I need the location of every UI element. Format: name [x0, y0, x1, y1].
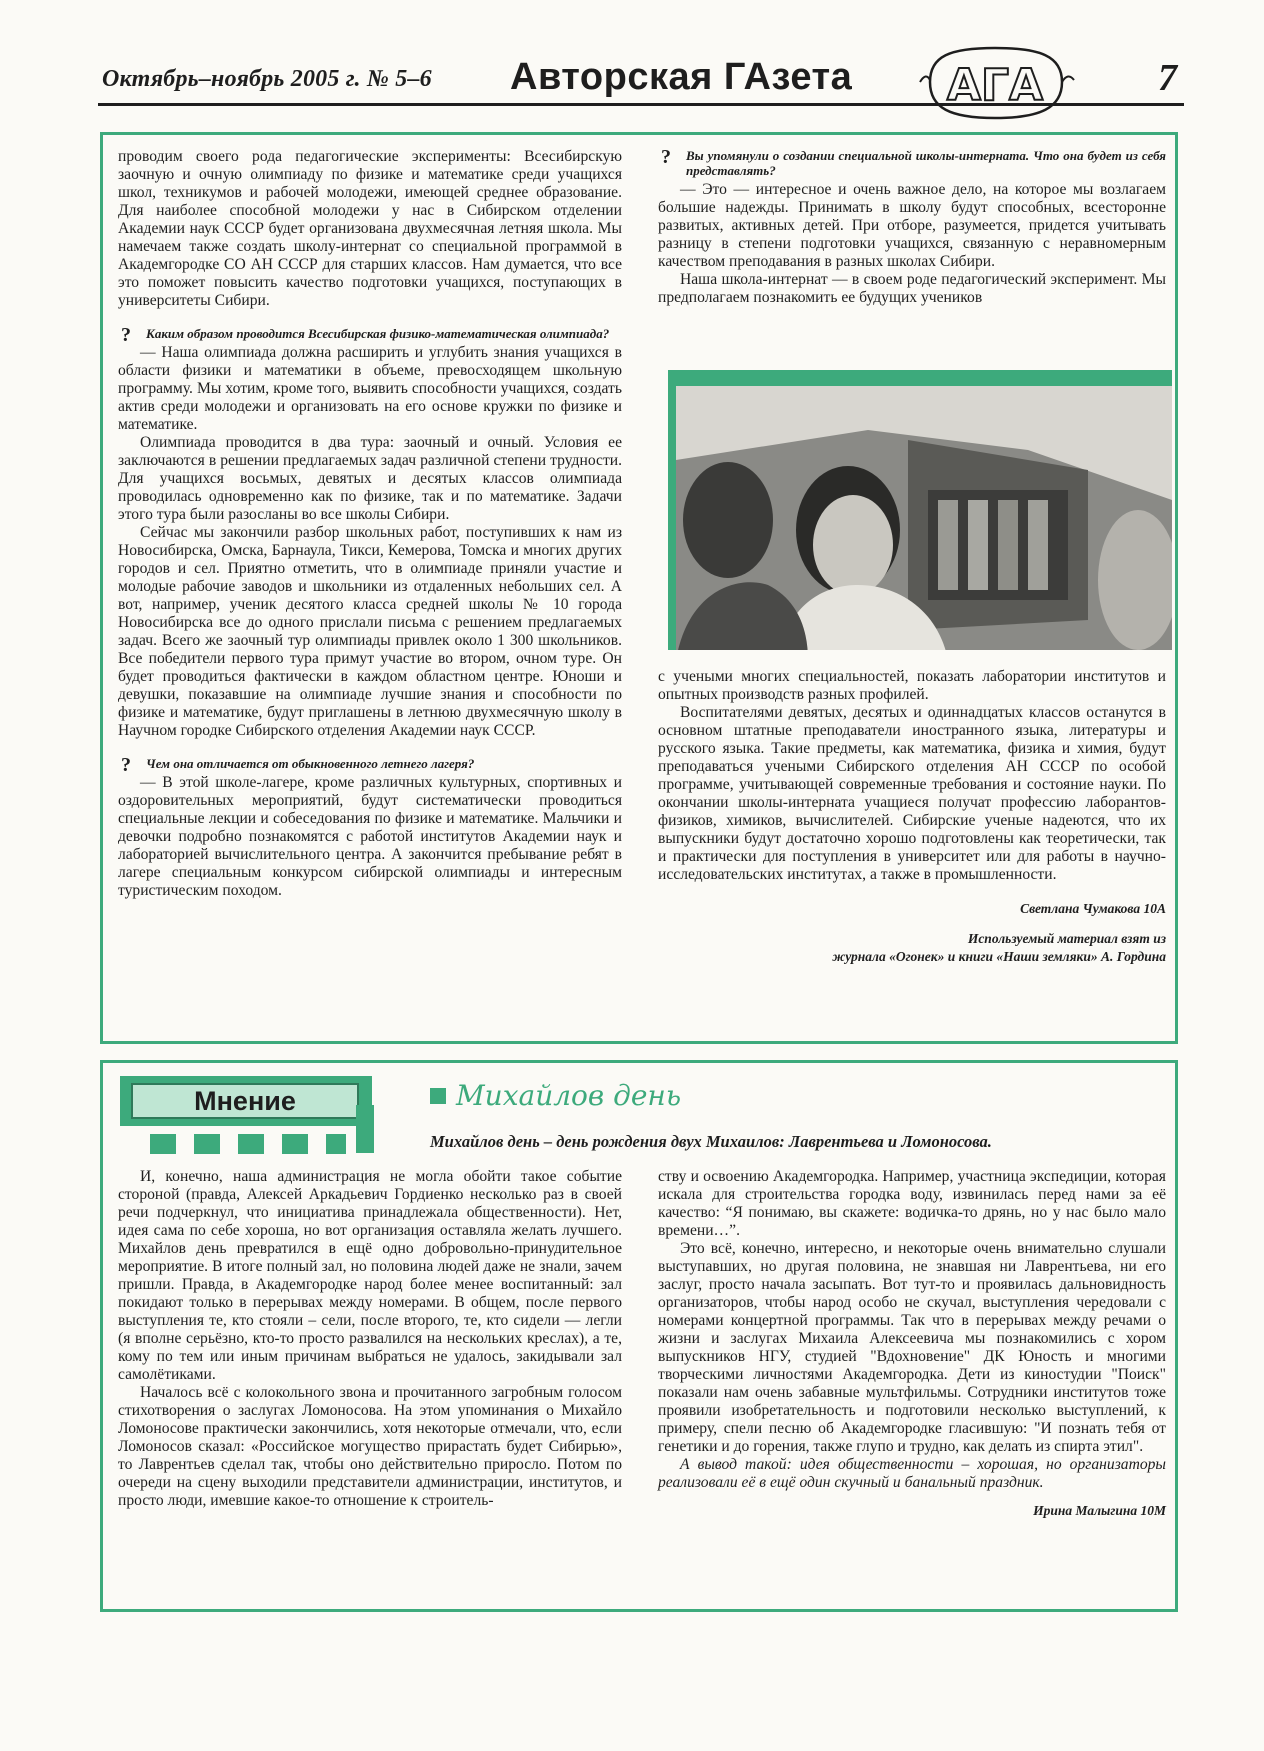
title-bullet-icon	[430, 1088, 446, 1104]
question-3	[658, 148, 1166, 178]
opinion-column-left	[118, 1168, 622, 1510]
page-number: 7	[1158, 57, 1177, 99]
article-column-right-bottom	[658, 668, 1166, 966]
question-3-text: Вы упомянули о создании специальной школы-интерната. Что она будет из себя представлять?	[686, 148, 1166, 178]
answer-2-paragraph: — В этой школе-лагере, кроме различных культурных, спортивных и оздоровительных мероприятий, будут систематически проводиться специальные лекции и собеседования по физике и математике. Мальчики и девочки подробно познакомятся с работой институтов Академии наук и лабораторией вычислительного центра. А закончится пребывание ребят в лагере специальным конкурсом сибирской олимпиады и интересным туристическим походом.	[118, 774, 622, 899]
answer-3-paragraph: Воспитателями девятых, десятых и одиннадцатых классов останутся в основном штатные преподаватели иностранного языка, литературы и русского языка. Такие предметы, как математика, физика и химия, будут преподаваться учеными Сибирского отделения АН СССР по особой программе, учитывающей современные требования и состояние науки. По окончании школы-интерната учащиеся получат профессию лаборантов-физиков, химиков, вычислителей. Сибирские ученые надеются, что их выпускники будут достаточно хорошо подготовлены как теоретически, так и практически для поступления в университет или для работы в научно-исследовательских институтах, а также в промышленности.	[658, 704, 1166, 883]
badge-decoration-square	[326, 1134, 346, 1154]
question-mark-icon: ?	[661, 146, 671, 168]
answer-1-paragraph: — Наша олимпиада должна расширить и углубить знания учащихся в области физики и математики в объеме, превосходящем школьную программу. Мы хотим, кроме того, выявить способности учащихся, создать актив среди молодежи и организовать на его основе кружки по физике и математике.	[118, 344, 622, 433]
opinion-paragraph: И, конечно, наша администрация не могла обойти такое событие стороной (правда, Алексей Аркадьевич Гордиенко несколько раз в своей речи подчеркнул, что инициатива принадлежала общественности). Нет, идея сама по себе хороша, но вот организация оставляла желать лучшего. Михайлов день превратился в ещё одно добровольно-принудительное мероприятие. В итоге полный зал, но половина людей даже не знали, зачем пришли. Правда, в Академгородке народ более менее воспитанный: зал покидают только в перерывах между номерами. В общем, после первого выступления те, кто стояли – сели, после второго, те, кто сидели — легли (я вполне серьёзно, кто-то просто развалился на нескольких креслах), а те, кому по тем или иным причинам выбраться не удалось, закидывали зал самолётиками.	[118, 1168, 622, 1383]
question-mark-icon: ?	[121, 754, 131, 776]
newspaper-logo	[912, 42, 1078, 124]
issue-date: Октябрь–ноябрь 2005 г. № 5–6	[102, 66, 432, 92]
question-1-text: Каким образом проводится Всесибирская физико-математическая олимпиада?	[146, 326, 610, 341]
badge-decoration-bar	[356, 1105, 374, 1153]
archive-photo	[668, 370, 1172, 660]
opinion-subtitle: Михайлов день – день рождения двух Михаилов: Лаврентьева и Ломоносова.	[430, 1132, 992, 1151]
article-column-left	[118, 148, 622, 900]
badge-decoration-square	[194, 1134, 220, 1154]
source-note-line-2: журнала «Огонек» и книги «Наши земляки» А. Гордина	[832, 949, 1166, 964]
question-mark-icon: ?	[121, 324, 131, 346]
opinion-paragraph: Это всё, конечно, интересно, и некоторые очень внимательно слушали выступавших, но другая половина, не знавшая ни Лаврентьева, ни его заслуг, просто начала засыпать. Вот тут-то и проявилась дальновидность организаторов, чтобы народ особо не скучал, выступления чередовали с номерами концертной программы. Так что в перерывах между речами о жизни и заслугах Михаила Алексеевича мы познакомились с хором выпускников НГУ, студией "Вдохновение" ДК Юность и многими творческими личностями Академгородка. Дети из киностудии "Поиск" показали нам очень забавные мультфильмы. Сотрудники институтов тоже проявили изобретательность и подготовили несколько выступлений, к примеру, спели песню об Академгородке гласившую: "И познать тебя от генетики и до горения, также глупо и трудно, как делать из спирта этил".	[658, 1240, 1166, 1455]
opinion-author: Ирина Малыгина 10М	[1033, 1503, 1166, 1518]
opinion-conclusion: А вывод такой: идея общественности – хорошая, но организаторы реализовали её в ещё один скучный и банальный праздник.	[658, 1456, 1166, 1491]
answer-3-paragraph: с учеными многих специальностей, показать лаборатории институтов и опытных производств разных профилей.	[658, 668, 1166, 703]
badge-decoration-square	[150, 1134, 176, 1154]
answer-3-paragraph: — Это — интересное и очень важное дело, на которое мы возлагаем большие надежды. Принимать в школу будут способных, всесторонне развитых, активных детей. При отборе, разумеется, придется учитывать разницу в степени подготовки учащихся, связанную с неравномерным качеством преподавания в разных школах Сибири.	[658, 181, 1166, 270]
answer-3-paragraph: Наша школа-интернат — в своем роде педагогический эксперимент. Мы предполагаем познакомить ее будущих учеников	[658, 271, 1166, 306]
badge-decoration-square	[238, 1134, 264, 1154]
answer-1-paragraph: Олимпиада проводится в два тура: заочный и очный. Условия ее заключаются в решении предлагаемых задач различной степени трудности. Для учащихся восьмых, девятых и десятых классов олимпиада проводилась одновременно как по физике, так и по математике. Задачи этого тура были разосланы во все школы Сибири.	[118, 434, 622, 523]
answer-1-paragraph: Сейчас мы закончили разбор школьных работ, поступивших к нам из Новосибирска, Омска, Барнаула, Тикси, Кемерова, Томска и многих других городов и сел. Приятно отметить, что в олимпиаде приняли участие и молодые рабочие заводов и школьники из отдаленных небольших сел. А вот, например, ученик десятого класса средней школы № 10 города Новосибирска все до одного прислали письма с решением предлагаемых задач. Всего же заочный тур олимпиады привлек около 1 300 школьников. Все победители первого тура примут участие во втором, очном туре. Он будет проводиться фактически в каждом областном центре. Юноши и девушки, показавшие на олимпиаде лучшие знания и способности по физике и математике, будут приглашены в летнюю двухмесячную школу в Научном городке Сибирского отделения Академии наук СССР.	[118, 524, 622, 739]
logo-text: АГА	[946, 60, 1044, 111]
source-note-line-1: Используемый материал взят из	[967, 931, 1166, 946]
section-badge: Мнение	[131, 1083, 359, 1119]
article-intro: проводим своего рода педагогические эксперименты: Всесибирскую заочную и очную олимпиаду по физике и математике среди учащихся школ, техникумов и рабочей молодежи, имеющей среднее образование. Для наиболее способной молодежи у нас в Сибирском отделении Академии наук СССР будет организована двухмесячная летняя школа. Мы намечаем также создать школу-интернат со специальной программой в Академгородке СО АН СССР для старших классов. Нам думается, что все это поможет повысить качество подготовки учащихся, поступающих в университеты Сибири.	[118, 148, 622, 309]
article-author: Светлана Чумакова 10А	[1020, 901, 1166, 916]
article-column-right-top	[658, 148, 1166, 307]
opinion-title: Михайлов день	[456, 1079, 682, 1112]
question-1	[118, 324, 622, 346]
question-2	[118, 754, 622, 776]
opinion-paragraph: ству и освоению Академгородка. Например, участница экспедиции, которая искала для строительства городка воду, извинилась перед нами за её качество: “Я понимаю, вы скажете: водичка-то дрянь, но у нас было мало времени…”.	[658, 1168, 1166, 1239]
opinion-column-right	[658, 1168, 1166, 1520]
opinion-paragraph: Началось всё с колокольного звона и прочитанного загробным голосом стихотворения о заслугах Ломоносова. На этом упоминания о Михайло Ломоносове практически закончились, хотя некоторые отмечали, что, если Ломоносов сказал: «Российское могущество прирастать будет Сибирью», то Лаврентьев сделал так, чтобы оно действительно приросло. Потом по очереди на сцену выходили представители администрации, институтов, и просто люди, имевшие какое-то отношение к строитель-	[118, 1384, 622, 1509]
badge-decoration-square	[282, 1134, 308, 1154]
newspaper-title: Авторская ГАзета	[510, 56, 853, 98]
question-2-text: Чем она отличается от обыкновенного летнего лагеря?	[146, 756, 475, 771]
